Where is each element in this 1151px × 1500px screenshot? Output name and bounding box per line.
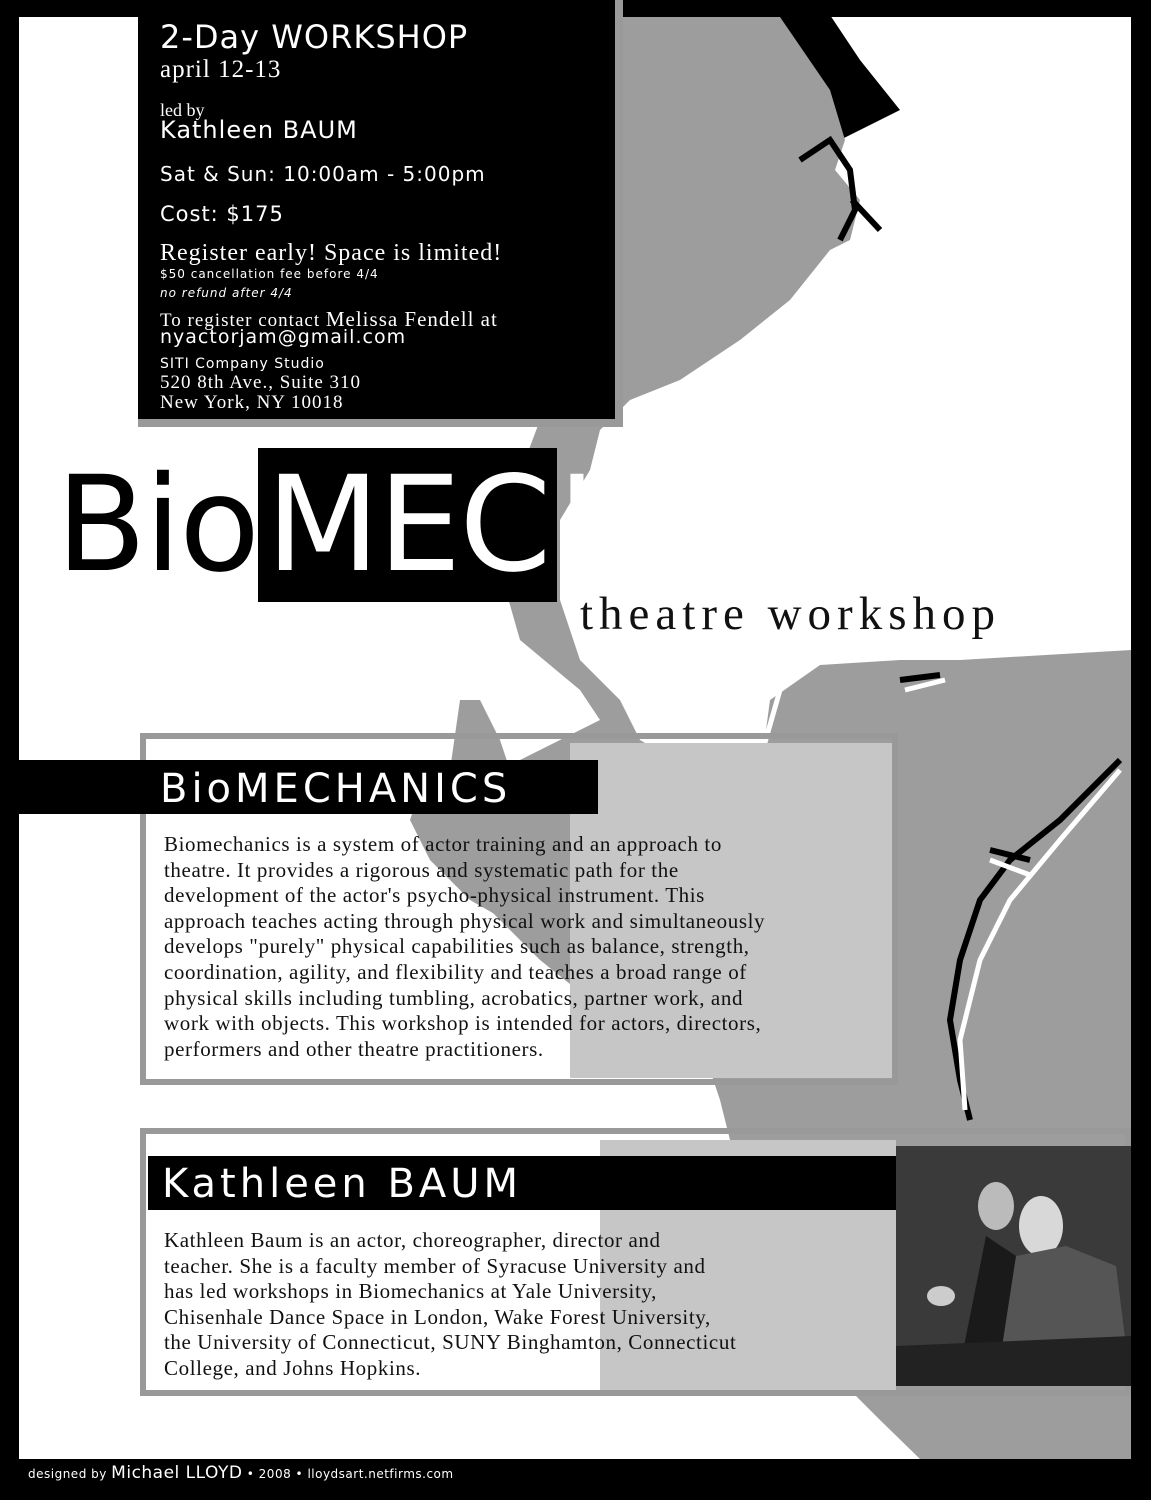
kathleen-baum-photo <box>896 1146 1131 1386</box>
address-line1: 520 8th Ave., Suite 310 <box>160 372 362 393</box>
venue-name: SITI Company Studio <box>160 356 325 372</box>
title-part-hanics: HANICS <box>557 448 1049 602</box>
about-text: Biomechanics is a system of actor training and an approach to theatre. It provides a rigorous and systematic path for the development of the actor's psycho-physical instrument. This approach teaches acting through physical work and simultaneously develops "purely" physical capabilities such as balance, strength, coordination, agility, and flexibility and teaches a broad range of physical skills including tumbling, acrobatics, partner work, and work with objects. This workshop is intended for actors, directors, performers and other theatre practitioners. <box>164 832 766 1061</box>
leader-name: Kathleen BAUM <box>160 116 358 144</box>
title-part-bio: Bio <box>56 448 258 602</box>
design-credit <box>28 1463 454 1483</box>
credit-site[interactable]: lloydsart.netfirms.com <box>307 1467 454 1481</box>
address-line2: New York, NY 10018 <box>160 392 344 413</box>
cost: Cost: $175 <box>160 202 284 226</box>
credit-year: • 2008 • <box>246 1467 304 1481</box>
refund-policy: no refund after 4/4 <box>160 286 293 300</box>
about-heading: BioMECHANICS <box>0 760 598 814</box>
designer-name: Michael LLOYD <box>111 1463 243 1483</box>
subtitle: theatre workshop <box>580 588 1001 640</box>
contact-prefix: To register contact <box>160 310 321 331</box>
main-title <box>56 448 1049 602</box>
workshop-dates: april 12-13 <box>160 56 282 83</box>
designed-by-label: designed by <box>28 1467 107 1481</box>
cancellation-fee: $50 cancellation fee before 4/4 <box>160 267 379 281</box>
bio-heading: Kathleen BAUM <box>148 1156 896 1210</box>
contact-email[interactable]: nyactorjam@gmail.com <box>160 326 407 348</box>
workshop-heading: 2-Day WORKSHOP <box>160 18 469 56</box>
workshop-info-box <box>138 0 623 427</box>
register-early: Register early! Space is limited! <box>160 240 503 266</box>
schedule: Sat & Sun: 10:00am - 5:00pm <box>160 162 486 186</box>
bio-text: Kathleen Baum is an actor, choreographer, director and teacher. She is a faculty member of Syracuse University and has led workshops in Biomechanics at Yale University, Chisenhale Dance Space in London, Wake Forest University, the University of Connecticut, SUNY Binghamton, Connecticut College, and Johns Hopkins. <box>164 1228 737 1380</box>
contact-name: Melissa Fendell at <box>325 307 498 331</box>
photo-graphic <box>896 1146 1131 1386</box>
led-by-label: led by <box>160 100 205 120</box>
title-part-mec: MEC <box>258 448 557 602</box>
